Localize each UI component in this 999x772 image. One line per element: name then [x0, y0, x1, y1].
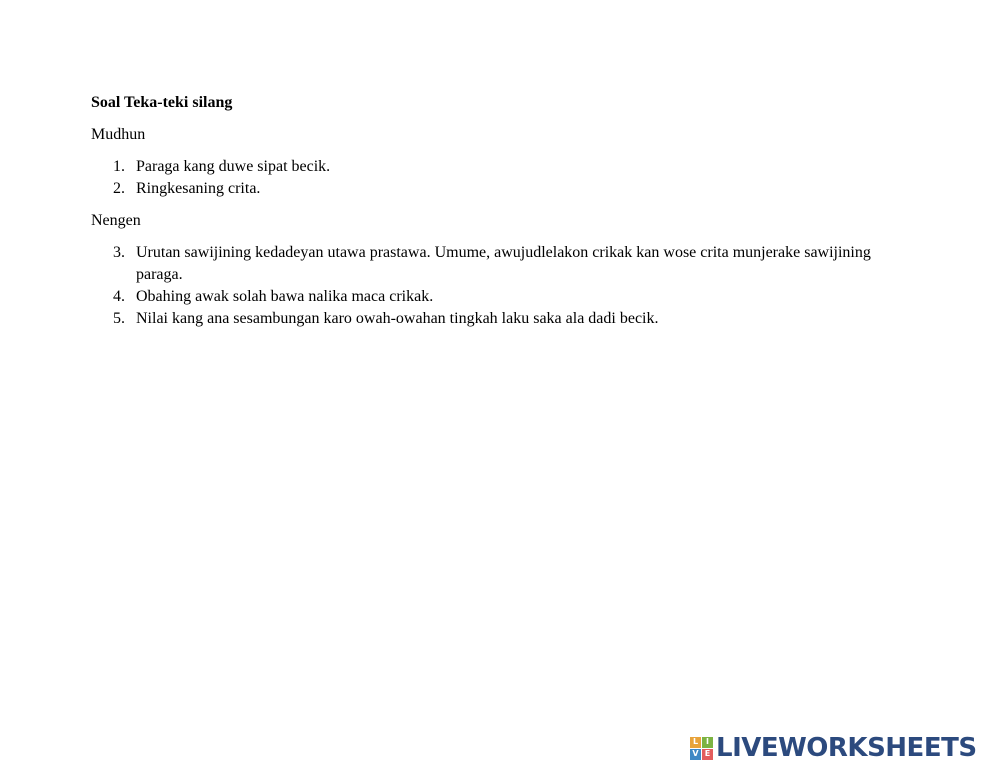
worksheet-title: Soal Teka-teki silang — [91, 94, 233, 111]
section-label-mudhun: Mudhun — [91, 126, 146, 143]
clue-text: Obahing awak solah bawa nalika maca crikak. — [136, 288, 434, 305]
clue-text: Paraga kang duwe sipat becik. — [136, 158, 331, 175]
logo-cell-v: V — [690, 749, 701, 760]
logo-mark-icon — [690, 737, 713, 760]
logo-cell-i: I — [702, 737, 713, 748]
liveworksheets-logo — [690, 733, 977, 763]
clue-list-nengen — [91, 242, 891, 330]
clue-number: 5. — [113, 310, 125, 327]
clue-item — [91, 178, 891, 200]
clue-item — [91, 242, 891, 286]
clue-text: Nilai kang ana sesambungan karo owah-owahan tingkah laku saka ala dadi becik. — [136, 310, 659, 327]
logo-cell-l: L — [690, 737, 701, 748]
worksheet-content — [91, 92, 891, 330]
clue-list-mudhun — [91, 156, 891, 200]
logo-text: LIVEWORKSHEETS — [716, 733, 977, 763]
section-label-nengen: Nengen — [91, 212, 141, 229]
logo-cell-e: E — [702, 749, 713, 760]
clue-item — [91, 286, 891, 308]
clue-item — [91, 156, 891, 178]
clue-number: 4. — [113, 288, 125, 305]
clue-number: 2. — [113, 180, 125, 197]
clue-number: 1. — [113, 158, 125, 175]
clue-text: Urutan sawijining kedadeyan utawa prastawa. Umume, awujudlelakon crikak kan wose crita munjerake sawijining paraga. — [136, 244, 871, 283]
clue-item — [91, 308, 891, 330]
clue-text: Ringkesaning crita. — [136, 180, 261, 197]
clue-number: 3. — [113, 244, 125, 261]
